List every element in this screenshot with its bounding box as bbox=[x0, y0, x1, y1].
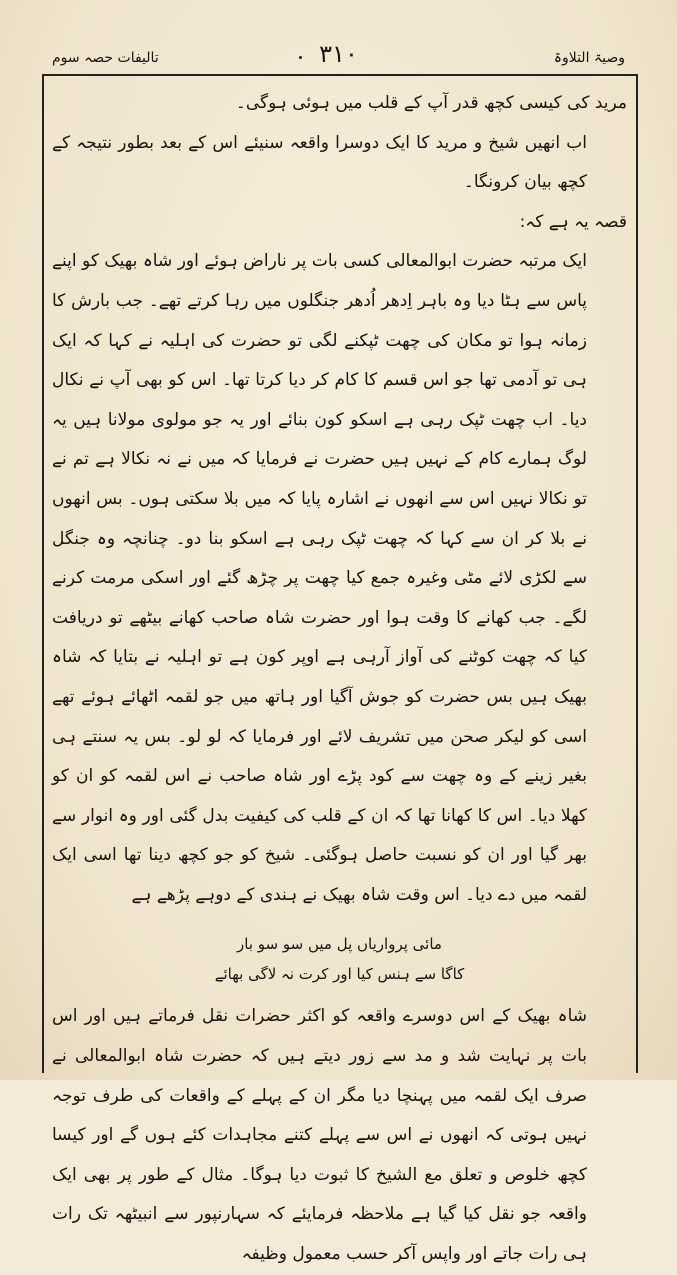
page-number: ۳۱۰ bbox=[319, 40, 358, 68]
paragraph-4: ایک مرتبہ حضرت ابوالمعالی کسی بات پر ناراض ہوئے اور شاہ بھیک کو اپنے پاس سے ہٹا دیا وہ باہر اِدھر اُدھر جنگلوں میں رہا کرتے تھے۔ جب بارش کا زمانہ ہوا تو مکان کی چھت ٹپکنے لگی تو حضرت کی اہلیہ نے کہا کہ ایک ہی تو آدمی تھا جو اس قسم کا کام کر دیا کرتا تھا۔ اس کو بھی آپ نے نکال دیا۔ اب چھت ٹپک رہی ہے اسکو کون بنائے اور یہ جو مولوی مولانا ہیں یہ لوگ ہمارے کام کے نہیں ہیں حضرت نے فرمایا کہ میں نے نہ نکالا ہے تم نے تو نکالا نہیں اس سے انھوں نے اشارہ پایا کہ میں بلا سکتی ہوں۔ بس انھوں نے بلا کر ان سے کہا کہ چھت ٹپک رہی ہے اسکو بنا دو۔ چنانچہ وہ جنگل سے لکڑی لائے مٹی وغیرہ جمع کیا چھت پر چڑھ گئے اور اسکی مرمت کرنے لگے۔ جب کھانے کا وقت ہوا اور حضرت شاہ صاحب کھانے بیٹھے تو دریافت کیا کہ چھت کوٹنے کی آواز آرہی ہے اوپر کون ہے تو اہلیہ نے بتایا کہ شاہ بھیک ہیں بس حضرت کو جوش آگیا اور ہاتھ میں جو لقمہ اٹھائے ہوئے تھے اسی کو لیکر صحن میں تشریف لائے اور فرمایا کہ لو لو۔ بس یہ سنتے ہی بغیر زینے کے وہ چھت سے کود پڑے اور شاہ صاحب نے اس لقمہ کو ان کو کھلا دیا۔ اس کا کھانا تھا کہ ان کے قلب کی کیفیت بدل گئی اور وہ انوار سے بھر گیا اور ان کو نسبت حاصل ہوگئی۔ شیخ کو جو کچھ دینا تھا اسی ایک لقمہ میں دے دیا۔ اس وقت شاہ بھیک نے ہندی کے دوہے پڑھے ہے bbox=[52, 251, 587, 905]
ink-dot bbox=[299, 56, 302, 59]
couplet-line-2: کاگا سے ہنس کیا اور کرت نہ لاگی بھائے bbox=[214, 965, 465, 984]
body-text bbox=[52, 84, 627, 1275]
paragraph-1: مرید کی کیسی کچھ قدر آپ کے قلب میں ہوئی ہوگی۔ bbox=[235, 93, 627, 113]
paragraph-3: قصہ یہ ہے کہ: bbox=[519, 211, 627, 232]
running-title-right: وصیۃ التلاوۃ bbox=[553, 50, 625, 66]
paragraph-2: اب انھیں شیخ و مرید کا ایک دوسرا واقعہ سنیئے اس کے بعد بطور نتیجہ کے کچھ بیان کرونگا۔ bbox=[52, 132, 587, 193]
running-title-left: تالیفات حصہ سوم bbox=[52, 50, 159, 66]
couplet-line-1: مائی پرواریاں پل میں سو سو بار bbox=[237, 935, 442, 954]
hindi-couplet bbox=[52, 929, 627, 989]
paragraph-5: شاہ بھیک کے اس دوسرے واقعہ کو اکثر حضرات نقل فرماتے ہیں اور اس بات پر نہایت شد و مد سے زور دیتے ہیں کہ حضرت شاہ ابوالمعالی نے صرف ایک لقمہ میں پہنچا دیا مگر ان کے پہلے کے واقعات کی طرف توجہ نہیں ہوتی کہ انھوں نے اس سے پہلے کتنے مجاہدات کئے ہوں گے اور کیسا کچھ خلوص و تعلق مع الشیخ کا ثبوت دیا ہوگا۔ مثال کے طور پر بھی ایک واقعہ جو نقل کیا گیا ہے ملاحظہ فرمایئے کہ سہارنپور سے انبیٹھہ تک رات ہی رات جاتے اور واپس آکر حسب معمول وظیفہ bbox=[52, 1006, 587, 1265]
page-header bbox=[52, 40, 625, 72]
